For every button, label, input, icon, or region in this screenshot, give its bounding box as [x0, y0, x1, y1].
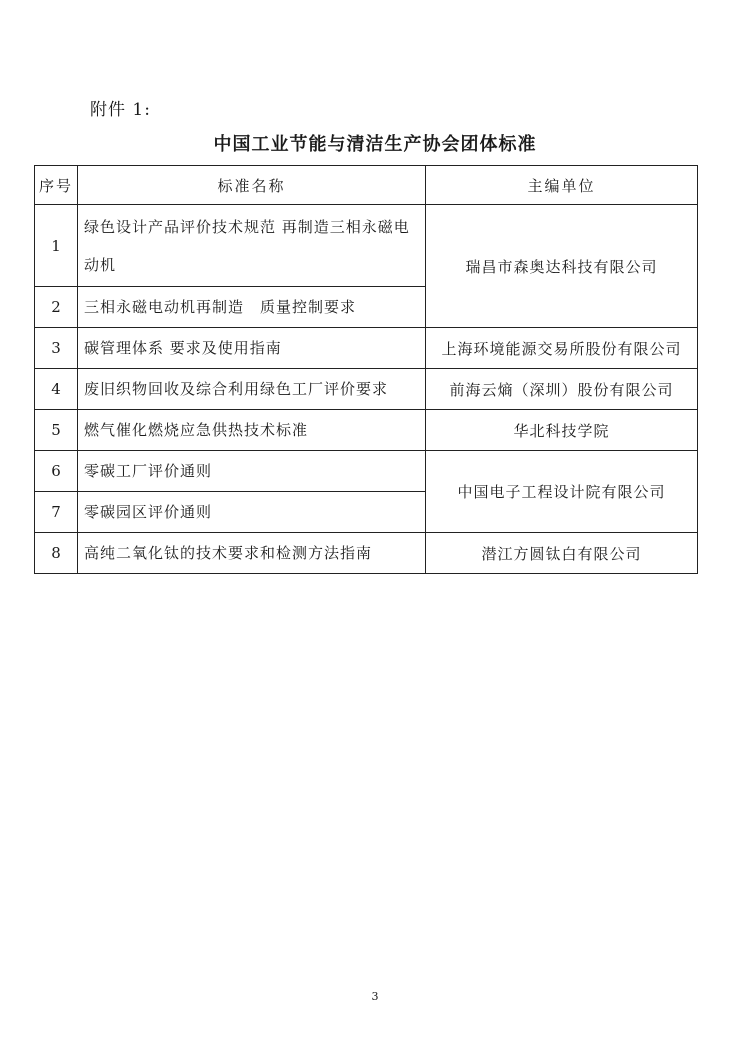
- row-seq: 1: [35, 205, 78, 287]
- row-org: 上海环境能源交易所股份有限公司: [426, 328, 698, 369]
- row-name: 高纯二氧化钛的技术要求和检测方法指南: [78, 533, 426, 574]
- row-seq: 6: [35, 451, 78, 492]
- row-org: 瑞昌市森奥达科技有限公司: [426, 205, 698, 328]
- page-number: 3: [371, 990, 379, 1003]
- row-name: 燃气催化燃烧应急供热技术标准: [78, 410, 426, 451]
- table-header-row: [35, 166, 698, 205]
- table-row: [35, 369, 698, 410]
- document-title: 中国工业节能与清洁生产协会团体标准: [213, 134, 537, 155]
- row-org: 潜江方圆钛白有限公司: [426, 533, 698, 574]
- table-row: [35, 328, 698, 369]
- row-name: 三相永磁电动机再制造 质量控制要求: [78, 287, 426, 328]
- table-row: [35, 205, 698, 287]
- row-org: 前海云熵（深圳）股份有限公司: [426, 369, 698, 410]
- table-row: [35, 533, 698, 574]
- row-name: 零碳工厂评价通则: [78, 451, 426, 492]
- row-name: 零碳园区评价通则: [78, 492, 426, 533]
- table-row: [35, 410, 698, 451]
- standards-table: [34, 165, 698, 574]
- row-seq: 5: [35, 410, 78, 451]
- row-name: 废旧织物回收及综合利用绿色工厂评价要求: [78, 369, 426, 410]
- row-seq: 3: [35, 328, 78, 369]
- row-seq: 8: [35, 533, 78, 574]
- header-name: 标准名称: [78, 166, 426, 205]
- row-org: 中国电子工程设计院有限公司: [426, 451, 698, 533]
- row-seq: 2: [35, 287, 78, 328]
- header-seq: 序号: [35, 166, 78, 205]
- row-name: 绿色设计产品评价技术规范 再制造三相永磁电动机: [78, 205, 426, 287]
- row-name: 碳管理体系 要求及使用指南: [78, 328, 426, 369]
- table-row: [35, 451, 698, 492]
- row-seq: 4: [35, 369, 78, 410]
- attachment-label: 附件 1:: [90, 100, 151, 120]
- row-org: 华北科技学院: [426, 410, 698, 451]
- row-seq: 7: [35, 492, 78, 533]
- header-org: 主编单位: [426, 166, 698, 205]
